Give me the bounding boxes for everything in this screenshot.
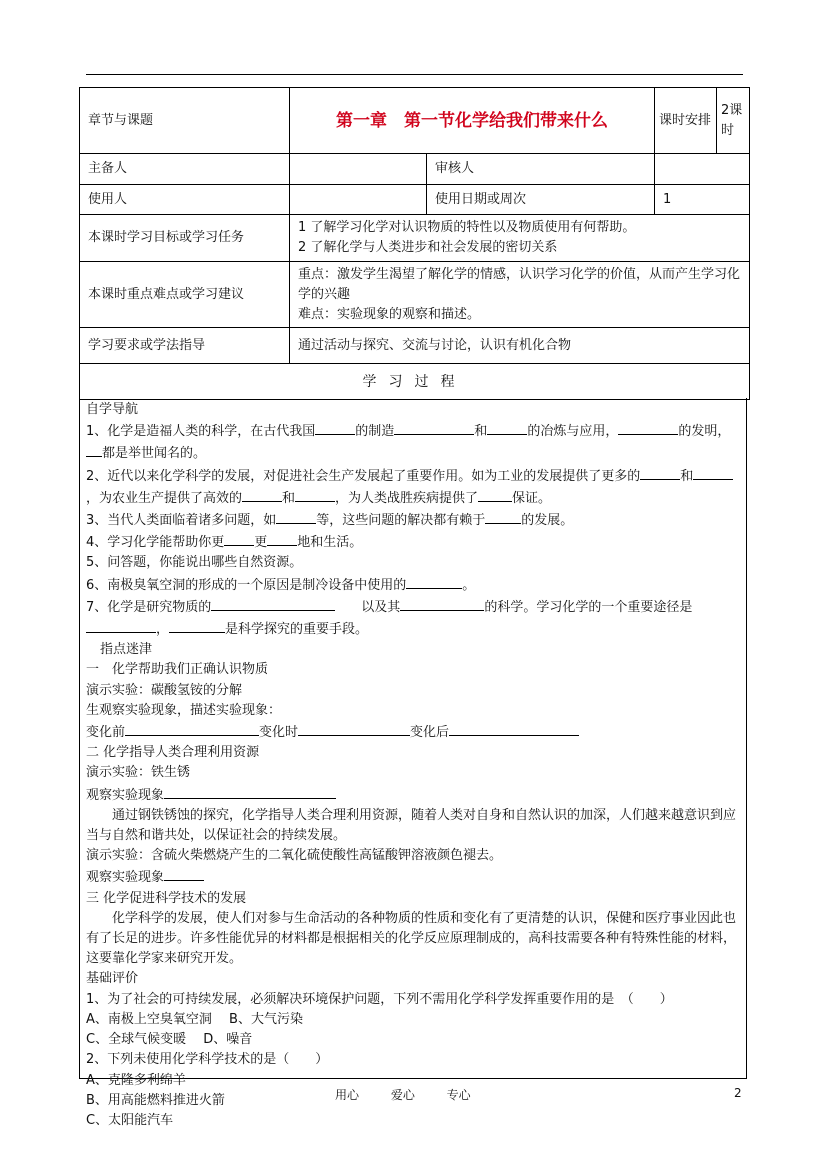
preparer-label: 主备人 bbox=[80, 154, 290, 185]
lesson-title: 第一章 第一节化学给我们带来什么 bbox=[290, 88, 655, 154]
hours-value: 2课时 bbox=[717, 88, 750, 154]
question-4: 4、学习化学能帮助你更 更 地和生活。 bbox=[86, 531, 740, 553]
self-nav-heading: 自学导航 bbox=[86, 402, 139, 417]
keypoint-line: 重点：激发学生渴望了解化学的情感，认识学习化学的价值，从而产生学习化学的兴趣 bbox=[298, 266, 741, 302]
page-number: 2 bbox=[734, 1086, 742, 1100]
hours-label: 课时安排 bbox=[655, 88, 717, 154]
eval-question-1: 1、为了社会的可持续发展，必须解决环境保护问题，下列不需用化学科学发挥重要作用的是 （ ） bbox=[86, 991, 673, 1007]
eval-q1-options-ab: A、南极上空臭氧空洞 B、大气污染 bbox=[86, 1011, 303, 1027]
section-1-observe: 生观察实验现象，描述实验现象： bbox=[86, 702, 282, 718]
section-2-observe: 观察实验现象 bbox=[86, 784, 740, 806]
eval-q2-option-b: B、用高能燃料推进火箭 bbox=[86, 1092, 225, 1108]
process-heading: 学习过程 bbox=[80, 364, 750, 400]
section-2-paragraph: 通过钢铁锈蚀的探究，化学指导人类合理利用资源，随着人类对自身和自然认识的加深，人们越来越意识到应当与自然和谐共处，以保证社会的持续发展。 bbox=[86, 807, 737, 844]
keypoint-line: 难点：实验现象的观察和描述。 bbox=[298, 306, 481, 322]
method-label: 学习要求或学法指导 bbox=[80, 328, 290, 364]
eval-question-2: 2、下列未使用化学科学技术的是（ ） bbox=[86, 1052, 329, 1068]
user-value bbox=[290, 185, 427, 215]
eval-q2-option-a: A、克隆多利绵羊 bbox=[86, 1072, 186, 1088]
keypoints-label: 本课时重点难点或学习建议 bbox=[80, 262, 290, 328]
goal-line: 2 了解化学与人类进步和社会发展的密切关系 bbox=[298, 240, 558, 255]
goal-line: 1 了解学习化学对认识物质的特性以及物质使用有何帮助。 bbox=[298, 220, 636, 235]
reviewer-label: 审核人 bbox=[427, 154, 655, 185]
question-6: 6、南极臭氧空洞的形成的一个原因是制冷设备中使用的 。 bbox=[86, 574, 740, 596]
eval-q1-options-cd: C、全球气候变暖 D、噪音 bbox=[86, 1032, 253, 1048]
method-value: 通过活动与探究、交流与讨论，认识有机化合物 bbox=[290, 328, 750, 364]
date-value: 1 bbox=[655, 185, 750, 215]
section-2-demo-2: 演示实验：含硫火柴燃烧产生的二氧化硫使酸性高锰酸钾溶液颜色褪去。 bbox=[86, 848, 503, 864]
question-1: 1、化学是造福人类的科学，在古代我国 的制造 和 的冶炼与应用， 的发明，都是举世闻名的。 bbox=[86, 420, 740, 464]
section-1-demo: 演示实验：碳酸氢铵的分解 bbox=[86, 682, 243, 698]
evaluation-heading: 基础评价 bbox=[86, 971, 139, 987]
eval-q2-option-c: C、太阳能汽车 bbox=[86, 1112, 174, 1128]
section-3-title: 三 化学促进科学技术的发展 bbox=[86, 890, 247, 906]
lesson-info-table bbox=[79, 87, 750, 400]
footer-motto: 用心 爱心 专心 bbox=[335, 1088, 471, 1102]
keypoints-cell bbox=[290, 262, 750, 328]
section-3-paragraph: 化学科学的发展，使人们对参与生命活动的各种物质的性质和变化有了更清楚的认识，保健和医疗事业因此也有了长足的进步。许多性能优异的材料都是根据相关的化学反应原理制成的，高科技需要各种有特殊性能的材料，这要靠化学家来研究开发。 bbox=[86, 910, 737, 967]
chapter-label: 章节与课题 bbox=[80, 88, 290, 154]
goals-cell bbox=[290, 215, 750, 262]
date-label: 使用日期或周次 bbox=[427, 185, 655, 215]
section-2-observe-2: 观察实验现象 bbox=[86, 866, 740, 888]
reviewer-value bbox=[655, 154, 750, 185]
question-7: 7、化学是研究物质的 以及其 的科学。学习化学的一个重要途径是 ， 是科学探究的重要手段。 bbox=[86, 596, 740, 640]
section-2-title: 二 化学指导人类合理利用资源 bbox=[86, 745, 260, 761]
preparer-value bbox=[290, 154, 427, 185]
section-2-demo: 演示实验：铁生锈 bbox=[86, 765, 191, 781]
goals-label: 本课时学习目标或学习任务 bbox=[80, 215, 290, 262]
header-rule bbox=[86, 74, 743, 75]
user-label: 使用人 bbox=[80, 185, 290, 215]
section-1-title: 一 化学帮助我们正确认识物质 bbox=[86, 662, 269, 678]
section-1-changes: 变化前 变化时 变化后 bbox=[86, 721, 740, 743]
guide-heading: 指点迷津 bbox=[100, 642, 153, 658]
question-5: 5、问答题，你能说出哪些自然资源。 bbox=[86, 555, 303, 571]
question-3: 3、当代人类面临着诸多问题，如 等，这些问题的解决都有赖于 的发展。 bbox=[86, 509, 740, 531]
question-2: 2、近代以来化学科学的发展，对促进社会生产发展起了重要作用。如为工业的发展提供了更多的 和，为农业生产提供了高效的 和 ，为人类战胜疾病提供了 保证。 bbox=[86, 465, 740, 509]
